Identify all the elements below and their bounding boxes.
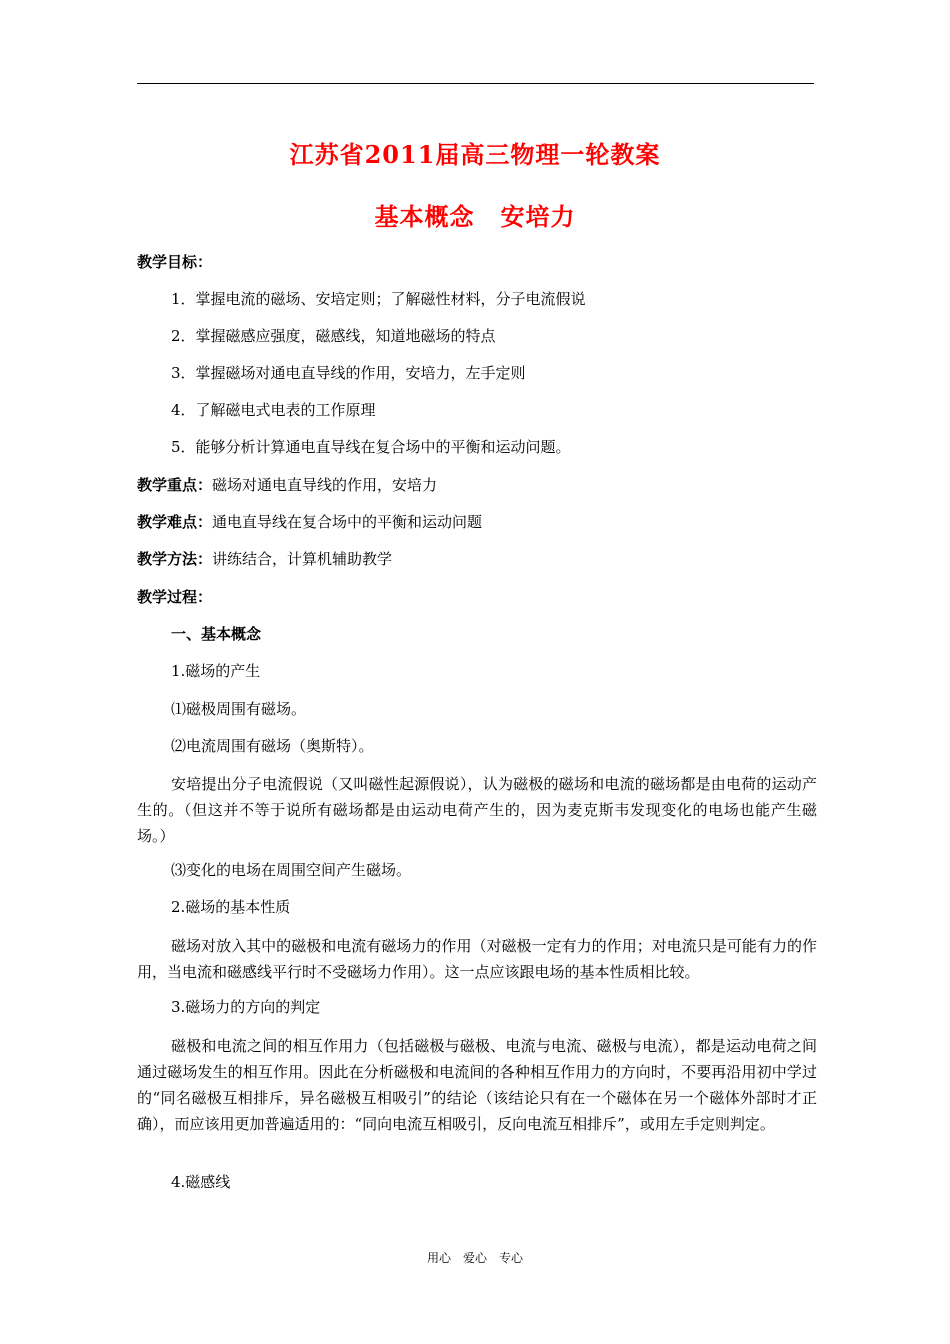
objective-item: 2．掌握磁感应强度，磁感线，知道地磁场的特点 xyxy=(171,327,496,345)
focus-line xyxy=(137,476,817,494)
subtitle-left: 基本概念 xyxy=(374,202,475,231)
list-item: ⑶变化的电场在周围空间产生磁场。 xyxy=(171,861,412,879)
process-label: 教学过程： xyxy=(137,588,213,606)
objective-item: 1．掌握电流的磁场、安培定则；了解磁性材料，分子电流假说 xyxy=(171,290,586,308)
objective-item: 5．能够分析计算通电直导线在复合场中的平衡和运动问题。 xyxy=(171,438,571,456)
paragraph: 安培提出分子电流假说（又叫磁性起源假说），认为磁极的磁场和电流的磁场都是由电荷的运动产生的。（但这并不等于说所有磁场都是由运动电荷产生的，因为麦克斯韦发现变化的电场也能产生磁场。） xyxy=(137,775,817,845)
difficulty-label: 教学难点： xyxy=(137,513,213,531)
section-heading: 一、基本概念 xyxy=(171,625,262,643)
document-title: 江苏省2011届高三物理一轮教案 xyxy=(289,140,661,169)
method-label: 教学方法： xyxy=(137,550,213,568)
header-rule xyxy=(137,83,814,84)
difficulty-text: 通电直导线在复合场中的平衡和运动问题 xyxy=(212,513,483,531)
page-footer: 用心 爱心 专心 xyxy=(426,1251,523,1265)
objectives-label: 教学目标： xyxy=(137,253,213,271)
paragraph: 磁场对放入其中的磁极和电流有磁场力的作用（对磁极一定有力的作用；对电流只是可能有力的作用，当电流和磁感线平行时不受磁场力作用）。这一点应该跟电场的基本性质相比较。 xyxy=(137,937,817,981)
focus-label: 教学重点： xyxy=(137,476,213,494)
difficulty-line xyxy=(137,513,817,531)
method-text: 讲练结合，计算机辅助教学 xyxy=(212,550,393,568)
focus-text: 磁场对通电直导线的作用，安培力 xyxy=(212,476,438,494)
objective-item: 3．掌握磁场对通电直导线的作用，安培力，左手定则 xyxy=(171,364,526,382)
subsection-heading: 2.磁场的基本性质 xyxy=(171,898,291,916)
subsection-heading: 4.磁感线 xyxy=(171,1173,231,1191)
list-item: ⑵电流周围有磁场（奥斯特）。 xyxy=(171,737,374,755)
subtitle-right: 安培力 xyxy=(500,202,576,231)
document-subtitle xyxy=(0,197,950,232)
subsection-heading: 1.磁场的产生 xyxy=(171,662,261,680)
objective-item: 4．了解磁电式电表的工作原理 xyxy=(171,401,376,419)
subsection-heading: 3.磁场力的方向的判定 xyxy=(171,998,321,1016)
paragraph: 磁极和电流之间的相互作用力（包括磁极与磁极、电流与电流、磁极与电流），都是运动电荷之间通过磁场发生的相互作用。因此在分析磁极和电流间的各种相互作用力的方向时，不要再沿用初中学过的“同名磁极互相排斥，异名磁极互相吸引”的结论（该结论只有在一个磁体在另一个磁体外部时才正确），而应该用更加普遍适用的：“同向电流互相吸引，反向电流互相排斥”，或用左手定则判定。 xyxy=(137,1037,817,1133)
list-item: ⑴磁极周围有磁场。 xyxy=(171,700,307,718)
method-line xyxy=(137,550,817,568)
